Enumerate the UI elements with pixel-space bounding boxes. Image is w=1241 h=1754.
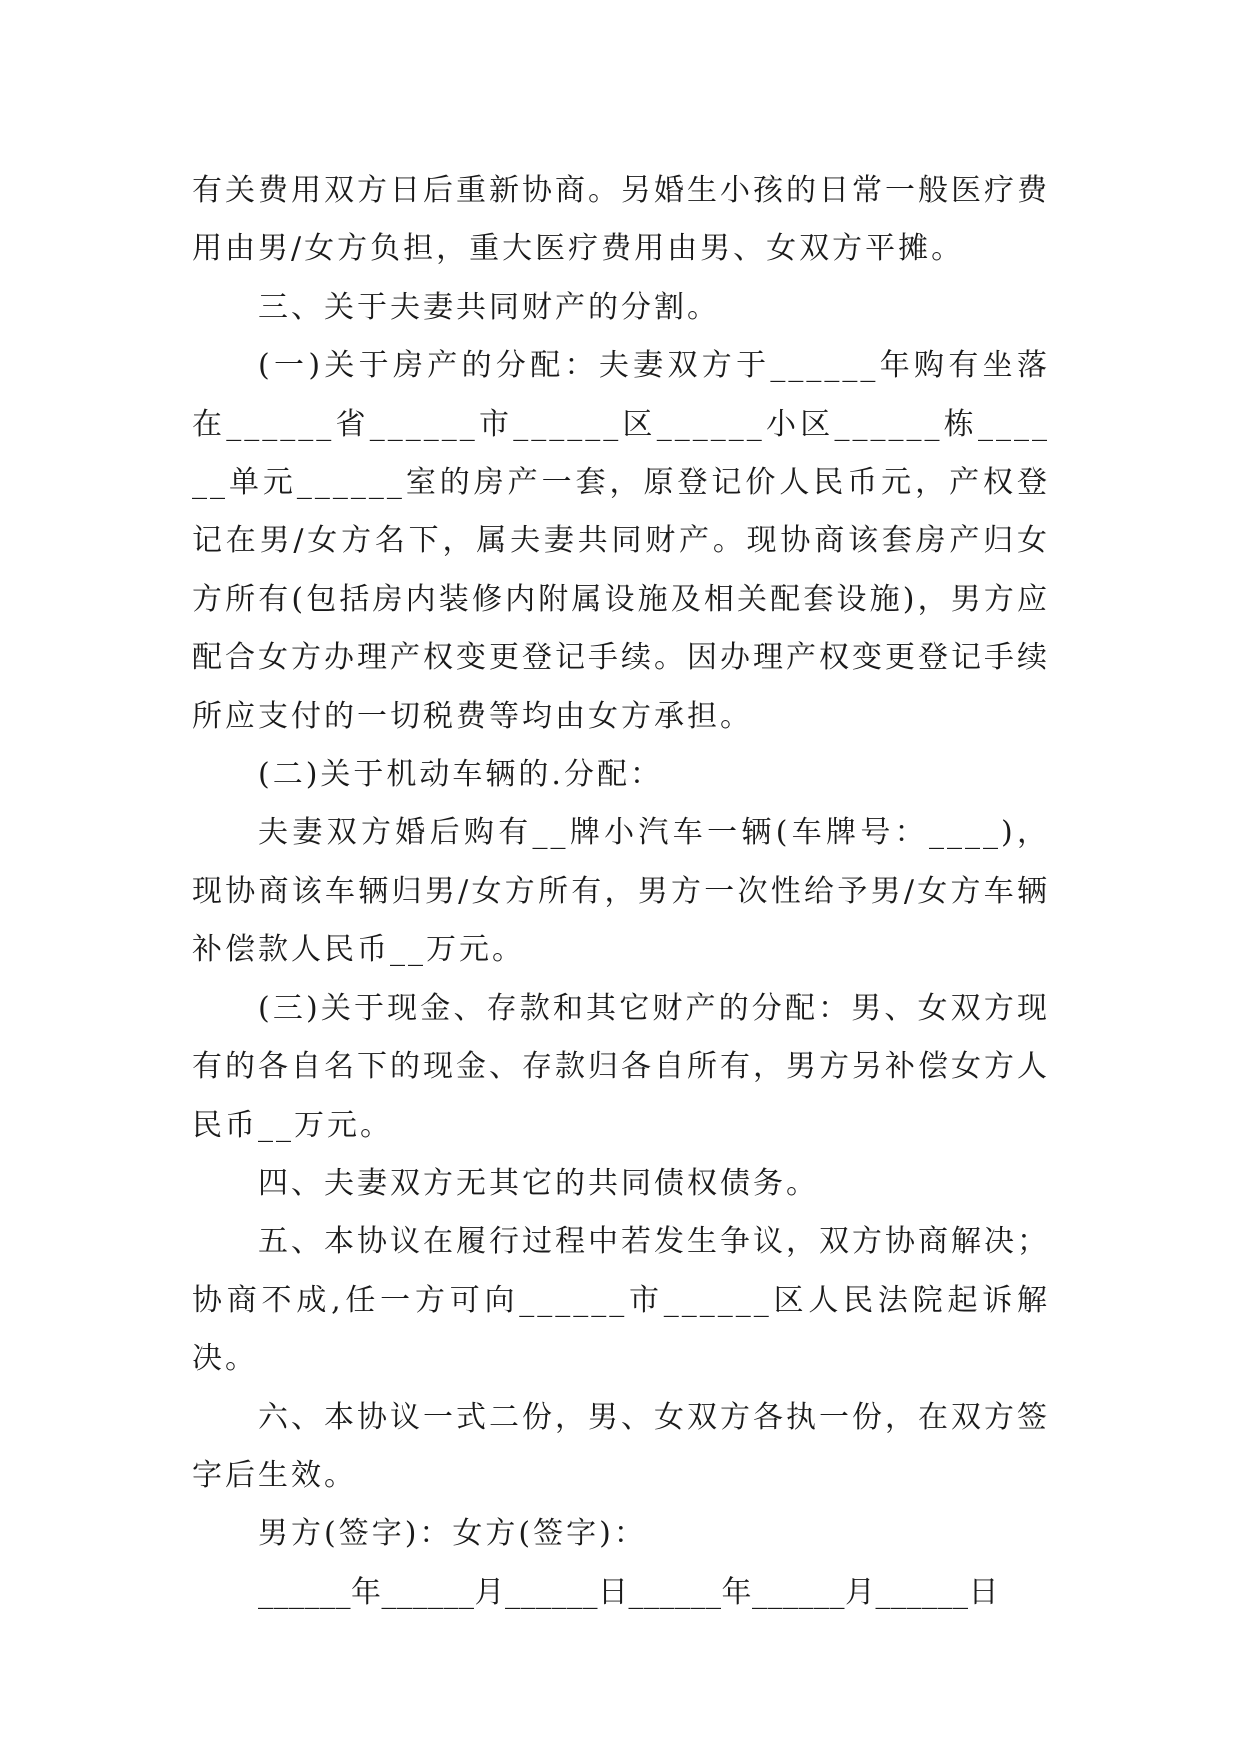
paragraph-vehicle-details: 夫妻双方婚后购有__牌小汽车一辆(车牌号：____)，现协商该车辆归男/女方所有，男方一次性给予男/女方车辆补偿款人民币__万元。 [192, 815, 1050, 968]
paragraph-medical-costs: 有关费用双方日后重新协商。另婚生小孩的日常一般医疗费用由男/女方负担，重大医疗费用由男、女双方平摊。 [192, 173, 1050, 267]
paragraph-house-allocation: (一)关于房产的分配：夫妻双方于______年购有坐落在______省______市______区______小区______栋______单元______室的房产一套，原登记价人民币元，产权登记在男/女方名下，属夫妻共同财产。现协商该套房产归女方所有(包括房内装修内附属设施及相关配套设施)，男方应配合女方办理产权变更登记手续。因办理产权变更登记手续所应支付的一切税费等均由女方承担。 [192, 348, 1050, 734]
section-heading-debts: 四、夫妻双方无其它的共同债权债务。 [258, 1165, 819, 1201]
paragraph-dispute-resolution: 五、本协议在履行过程中若发生争议，双方协商解决；协商不成,任一方可向______市______区人民法院起诉解决。 [192, 1224, 1050, 1377]
subheading-vehicle-allocation: (二)关于机动车辆的.分配： [258, 757, 663, 793]
paragraph-copies-effective: 六、本协议一式二份，男、女双方各执一份，在双方签字后生效。 [192, 1399, 1050, 1493]
date-line: ______年______月______日______年______月______日 [258, 1574, 999, 1610]
section-heading-property-division: 三、关于夫妻共同财产的分割。 [258, 289, 720, 325]
document-body [192, 162, 1050, 1622]
paragraph-cash-deposits: (三)关于现金、存款和其它财产的分配：男、女双方现有的各自名下的现金、存款归各自所有，男方另补偿女方人民币__万元。 [192, 990, 1050, 1143]
signature-line: 男方(签字)：女方(签字)： [258, 1516, 647, 1552]
